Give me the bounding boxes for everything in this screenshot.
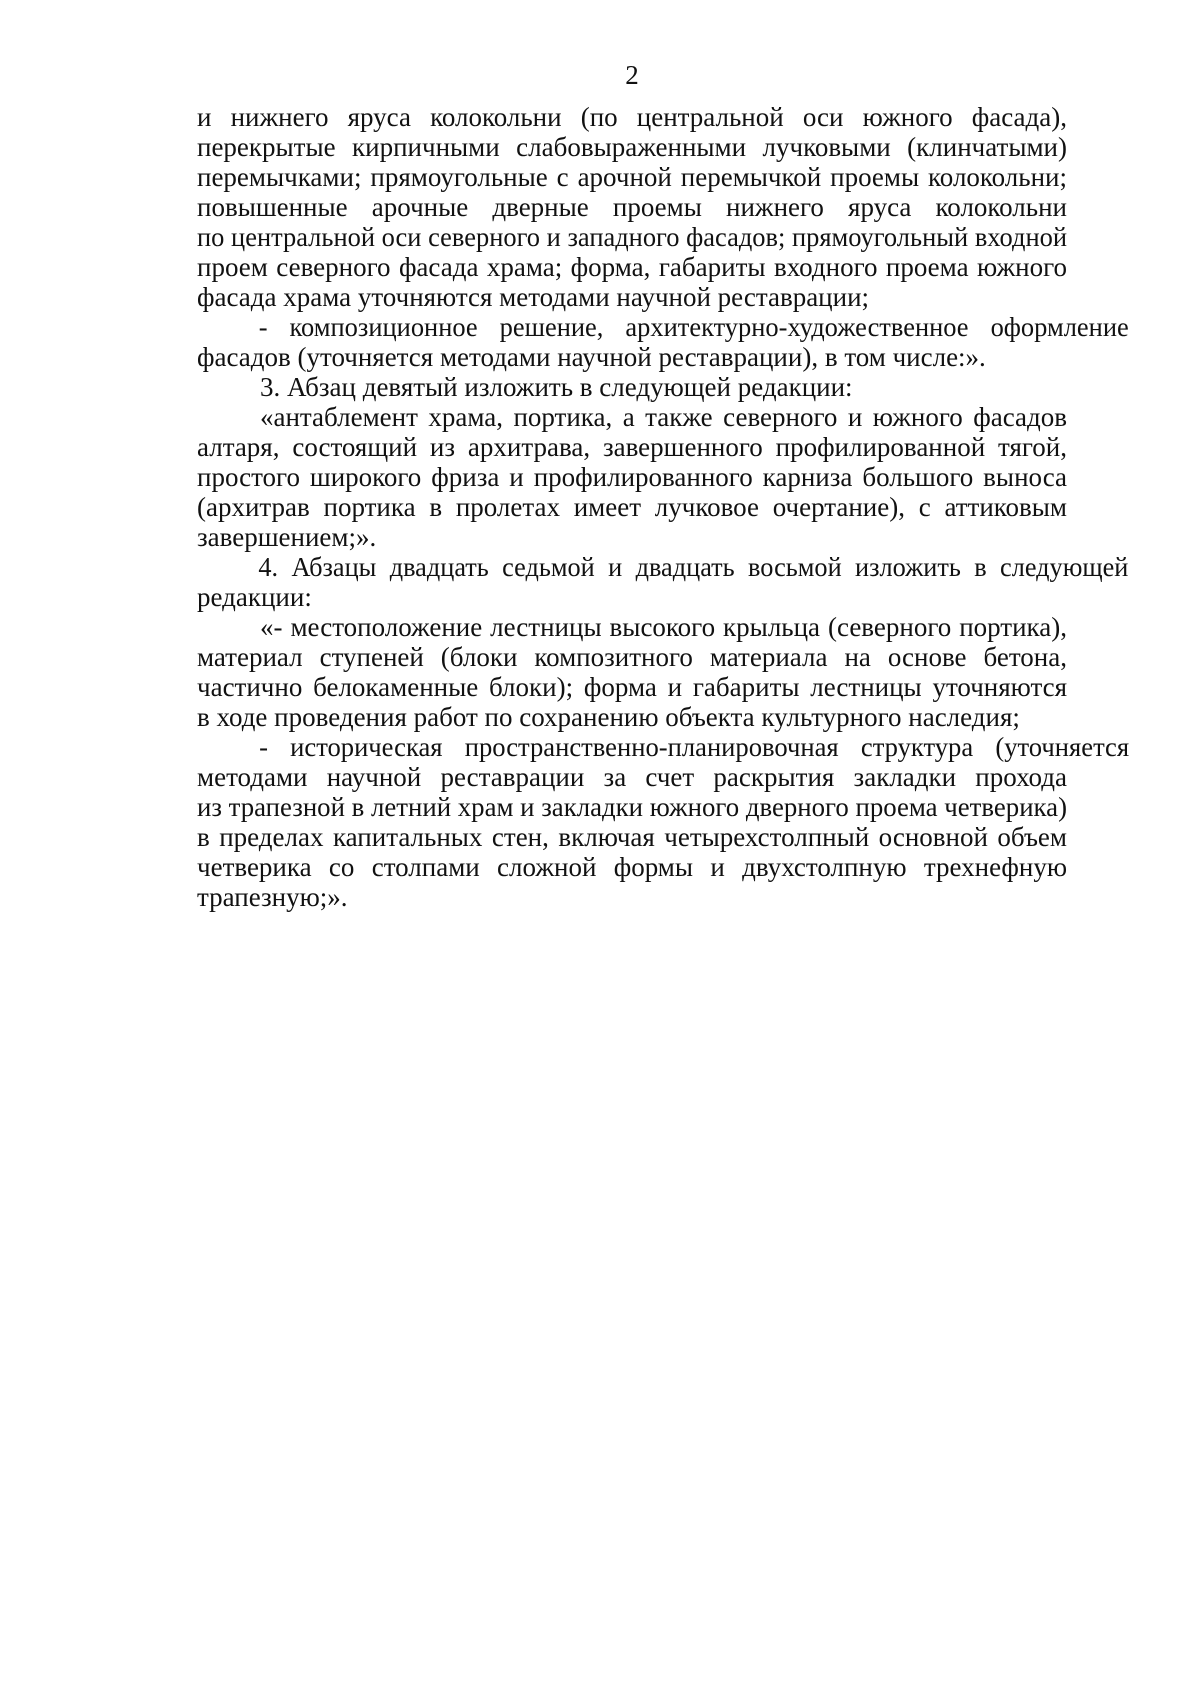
text-line: редакции: — [197, 582, 312, 612]
text-line: - композиционное решение, архитектурно-художественное оформление — [258, 312, 1129, 342]
text-line: материал ступеней (блоки композитного материала на основе бетона, — [197, 642, 1067, 672]
text-line: 4. Абзацы двадцать седьмой и двадцать восьмой изложить в следующей — [258, 552, 1129, 582]
document-body — [197, 102, 1130, 912]
text-line: простого широкого фриза и профилированного карниза большого выноса — [197, 462, 1067, 492]
text-line: - историческая пространственно-планировочная структура (уточняется — [259, 732, 1130, 762]
text-line: в ходе проведения работ по сохранению объекта культурного наследия; — [197, 702, 1020, 732]
text-line: перемычками; прямоугольные с арочной перемычкой проемы колокольни; — [197, 162, 1067, 192]
text-line: фасадов (уточняется методами научной реставрации), в том числе:». — [197, 342, 986, 372]
text-line: проем северного фасада храма; форма, габариты входного проема южного — [197, 252, 1067, 282]
text-line: (архитрав портика в пролетах имеет лучковое очертание), с аттиковым — [197, 492, 1067, 522]
text-line: перекрытые кирпичными слабовыраженными лучковыми (клинчатыми) — [197, 132, 1067, 162]
text-line: фасада храма уточняются методами научной реставрации; — [197, 282, 870, 312]
text-line: завершением;». — [197, 522, 377, 552]
text-line: в пределах капитальных стен, включая четырехстолпный основной объем — [197, 822, 1067, 852]
text-line: по центральной оси северного и западного фасадов; прямоугольный входной — [197, 222, 1067, 252]
text-line: из трапезной в летний храм и закладки южного дверного проема четверика) — [197, 792, 1067, 822]
text-line: трапезную;». — [197, 882, 348, 912]
text-line: алтаря, состоящий из архитрава, завершенного профилированной тягой, — [197, 432, 1067, 462]
text-line: и нижнего яруса колокольни (по центральной оси южного фасада), — [197, 102, 1067, 132]
text-line: методами научной реставрации за счет раскрытия закладки прохода — [197, 762, 1067, 792]
text-line: «антаблемент храма, портика, а также северного и южного фасадов — [260, 402, 1067, 432]
page-number: 2 — [625, 60, 639, 90]
text-line: частично белокаменные блоки); форма и габариты лестницы уточняются — [197, 672, 1067, 702]
text-line: повышенные арочные дверные проемы нижнего яруса колокольни — [197, 192, 1067, 222]
text-line: 3. Абзац девятый изложить в следующей редакции: — [260, 372, 853, 402]
text-line: четверика со столпами сложной формы и двухстолпную трехнефную — [197, 852, 1067, 882]
text-line: «- местоположение лестницы высокого крыльца (северного портика), — [260, 612, 1067, 642]
